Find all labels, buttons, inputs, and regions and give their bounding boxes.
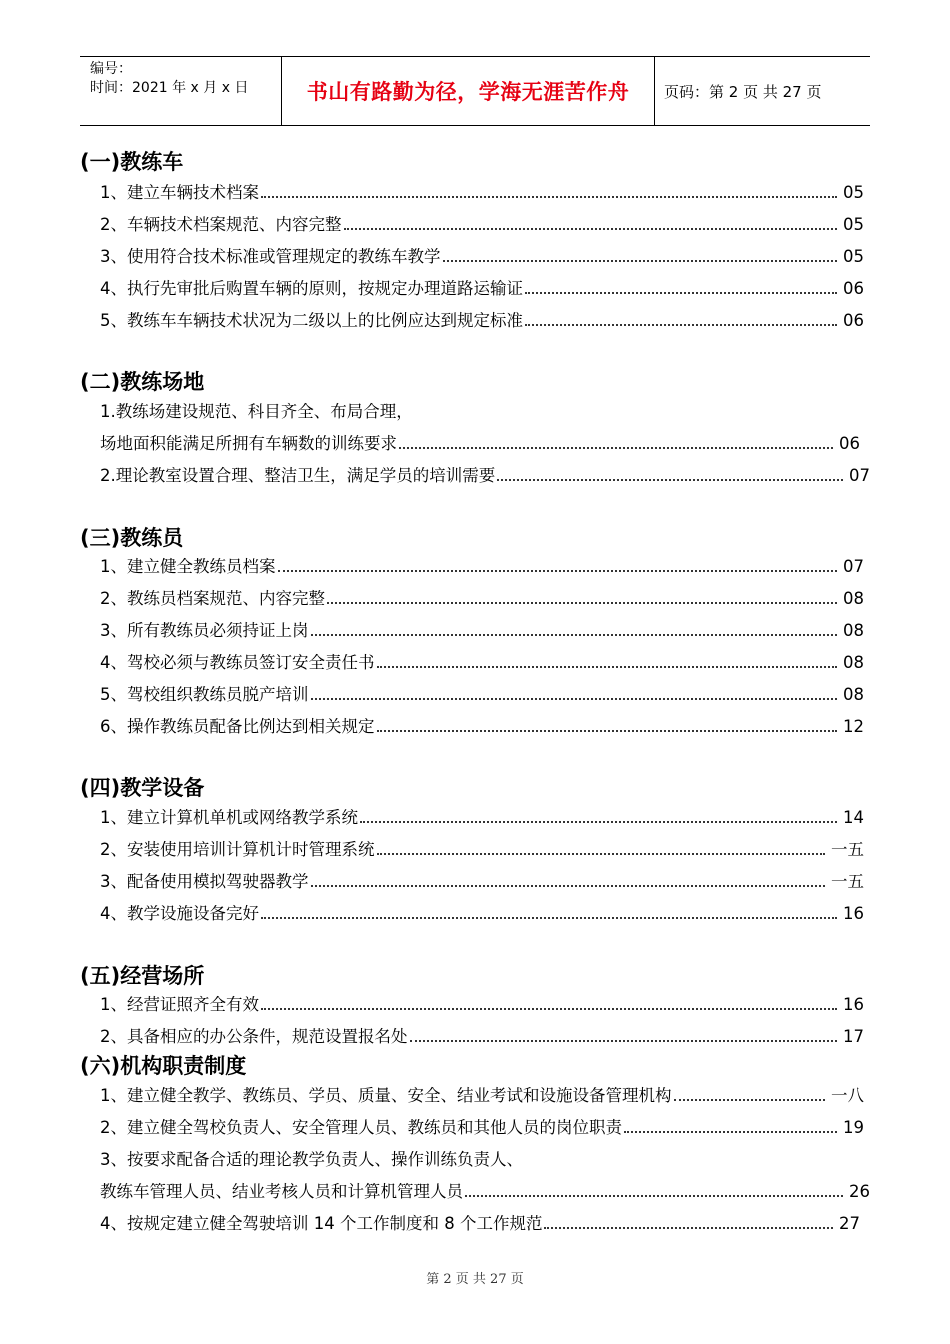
section-title: (四)教学设备 (80, 776, 205, 800)
dot-leader (311, 619, 838, 636)
toc-entry-text: 3、使用符合技术标准或管理规定的教练车教学 (100, 247, 441, 266)
section-title: (六)机构职责制度 (80, 1054, 247, 1078)
section-title: (五)经营场所 (80, 964, 205, 988)
toc-entry-text: 4、按规定建立健全驾驶培训 14 个工作制度和 8 个工作规范 (100, 1214, 543, 1233)
toc-entry-text: 3、所有教练员必须持证上岗 (100, 621, 309, 640)
toc-entry[interactable] (100, 277, 870, 301)
toc-entry[interactable] (100, 213, 870, 237)
dot-leader (399, 432, 833, 449)
toc-entry[interactable] (100, 619, 870, 643)
toc-entry[interactable] (100, 683, 870, 707)
dot-leader (497, 464, 843, 481)
toc-entry-page: 08 (843, 685, 864, 704)
toc-entry-page: 26 (849, 1182, 870, 1201)
doc-date-label: 时间：2021 年 x 月 x 日 (90, 80, 249, 96)
toc-entry-page: 06 (843, 279, 864, 298)
toc-entry[interactable] (100, 902, 870, 926)
dot-leader (311, 870, 826, 887)
toc-entry-page: 一五 (831, 840, 864, 859)
toc-entry-page: 16 (843, 995, 864, 1014)
section-title: (一)教练车 (80, 150, 184, 174)
toc-entry-page: 16 (843, 904, 864, 923)
toc-entry-page: 一五 (831, 872, 864, 891)
toc-entry-page: 08 (843, 653, 864, 672)
toc-entry[interactable] (100, 806, 870, 830)
toc-entry-page: 14 (843, 808, 864, 827)
toc-entry-text: 4、驾校必须与教练员签订安全责任书 (100, 653, 375, 672)
toc-entry-text: 5、教练车车辆技术状况为二级以上的比例应达到规定标准 (100, 311, 523, 330)
toc-entry[interactable] (100, 245, 870, 269)
toc-entry[interactable] (100, 870, 870, 894)
dot-leader (311, 683, 838, 700)
toc-entry-page: 12 (843, 717, 864, 736)
toc-entry-text: 4、执行先审批后购置车辆的原则，按规定办理道路运输证 (100, 279, 523, 298)
toc-entry-text: 3、按要求配备合适的理论教学负责人、操作训练负责人、 (100, 1150, 523, 1169)
toc-entry-page: 07 (843, 557, 864, 576)
section-title: (二)教练场地 (80, 370, 205, 394)
header-page-info-cell (655, 57, 870, 125)
toc-entry[interactable] (100, 715, 870, 739)
dot-leader (278, 555, 838, 572)
toc-entry-text: 1、建立健全教练员档案 (100, 557, 276, 576)
toc-entry[interactable] (100, 309, 870, 333)
dot-leader (261, 993, 837, 1010)
page-footer: 第 2 页 共 27 页 (426, 1272, 524, 1287)
toc-entry-text: 2、车辆技术档案规范、内容完整 (100, 215, 342, 234)
doc-number-label: 编号： (90, 61, 132, 77)
toc-entry[interactable] (100, 1148, 870, 1172)
dot-leader (261, 181, 837, 198)
toc-entry-page: 05 (843, 247, 864, 266)
toc-entry[interactable] (100, 993, 870, 1017)
header-motto-cell (281, 57, 655, 125)
header-motto: 书山有路勤为径，学海无涯苦作舟 (306, 79, 630, 104)
toc-entry-text: 2、具备相应的办公条件，规范设置报名处 (100, 1027, 408, 1046)
toc-entry-text: 1、建立计算机单机或网络教学系统 (100, 808, 358, 827)
toc-entry-page: 17 (843, 1027, 864, 1046)
toc-entry-page: 06 (839, 434, 860, 453)
toc-entry[interactable] (100, 181, 870, 205)
dot-leader (360, 806, 837, 823)
dot-leader (443, 245, 838, 262)
toc-entry[interactable] (100, 1212, 870, 1236)
toc-entry[interactable] (100, 651, 870, 675)
toc-entry-text: 2.理论教室设置合理、整洁卫生，满足学员的培训需要 (100, 466, 496, 485)
toc-entry-page: 07 (849, 466, 870, 485)
dot-leader (261, 902, 837, 919)
dot-leader (465, 1180, 843, 1197)
toc-entry-page: 05 (843, 183, 864, 202)
toc-entry-text: 2、安装使用培训计算机计时管理系统 (100, 840, 375, 859)
toc-entry[interactable] (100, 587, 870, 611)
dot-leader (525, 309, 837, 326)
page-header (80, 56, 870, 126)
toc-entry[interactable] (100, 1025, 870, 1049)
toc-entry[interactable] (100, 464, 870, 488)
toc-entry-page: 08 (843, 589, 864, 608)
toc-entry-text: 1、经营证照齐全有效 (100, 995, 259, 1014)
dot-leader (624, 1116, 837, 1133)
dot-leader (544, 1212, 833, 1229)
toc-entry[interactable] (100, 1116, 870, 1140)
dot-leader (525, 277, 837, 294)
dot-leader (410, 1025, 838, 1042)
toc-entry-text: 2、建立健全驾校负责人、安全管理人员、教练员和其他人员的岗位职责 (100, 1118, 622, 1137)
toc-entry-text: 3、配备使用模拟驾驶器教学 (100, 872, 309, 891)
header-page-info: 页码：第 2 页 共 27 页 (664, 82, 822, 101)
toc-entry-page: 19 (843, 1118, 864, 1137)
toc-entry[interactable] (100, 1180, 870, 1204)
toc-entry-page: 一八 (831, 1086, 864, 1105)
toc-entry-text: 4、教学设施设备完好 (100, 904, 259, 923)
dot-leader (327, 587, 837, 604)
toc-entry[interactable] (100, 838, 870, 862)
toc-entry-text: 2、教练员档案规范、内容完整 (100, 589, 325, 608)
toc-entry-page: 08 (843, 621, 864, 640)
dot-leader (674, 1084, 826, 1101)
toc-entry-page: 05 (843, 215, 864, 234)
toc-entry-text: 1、建立车辆技术档案 (100, 183, 259, 202)
toc-entry-page: 27 (839, 1214, 860, 1233)
dot-leader (377, 651, 838, 668)
toc-entry-text: 1.教练场建设规范、科目齐全、布局合理， (100, 402, 413, 421)
dot-leader (344, 213, 838, 230)
dot-leader (377, 838, 826, 855)
section-title: (三)教练员 (80, 526, 184, 550)
toc-entry[interactable] (100, 1084, 870, 1108)
toc-entry-text: 6、操作教练员配备比例达到相关规定 (100, 717, 375, 736)
toc-entry-text: 1、建立健全教学、教练员、学员、质量、安全、结业考试和设施设备管理机构 (100, 1086, 672, 1105)
toc-entry[interactable] (100, 432, 870, 456)
toc-entry-page: 06 (843, 311, 864, 330)
toc-entry[interactable] (100, 400, 870, 424)
dot-leader (377, 715, 838, 732)
toc-entry[interactable] (100, 555, 870, 579)
toc-entry-text: 5、驾校组织教练员脱产培训 (100, 685, 309, 704)
toc-entry-text: 教练车管理人员、结业考核人员和计算机管理人员 (100, 1182, 463, 1201)
toc-entry-text: 场地面积能满足所拥有车辆数的训练要求 (100, 434, 397, 453)
header-meta (80, 57, 281, 125)
